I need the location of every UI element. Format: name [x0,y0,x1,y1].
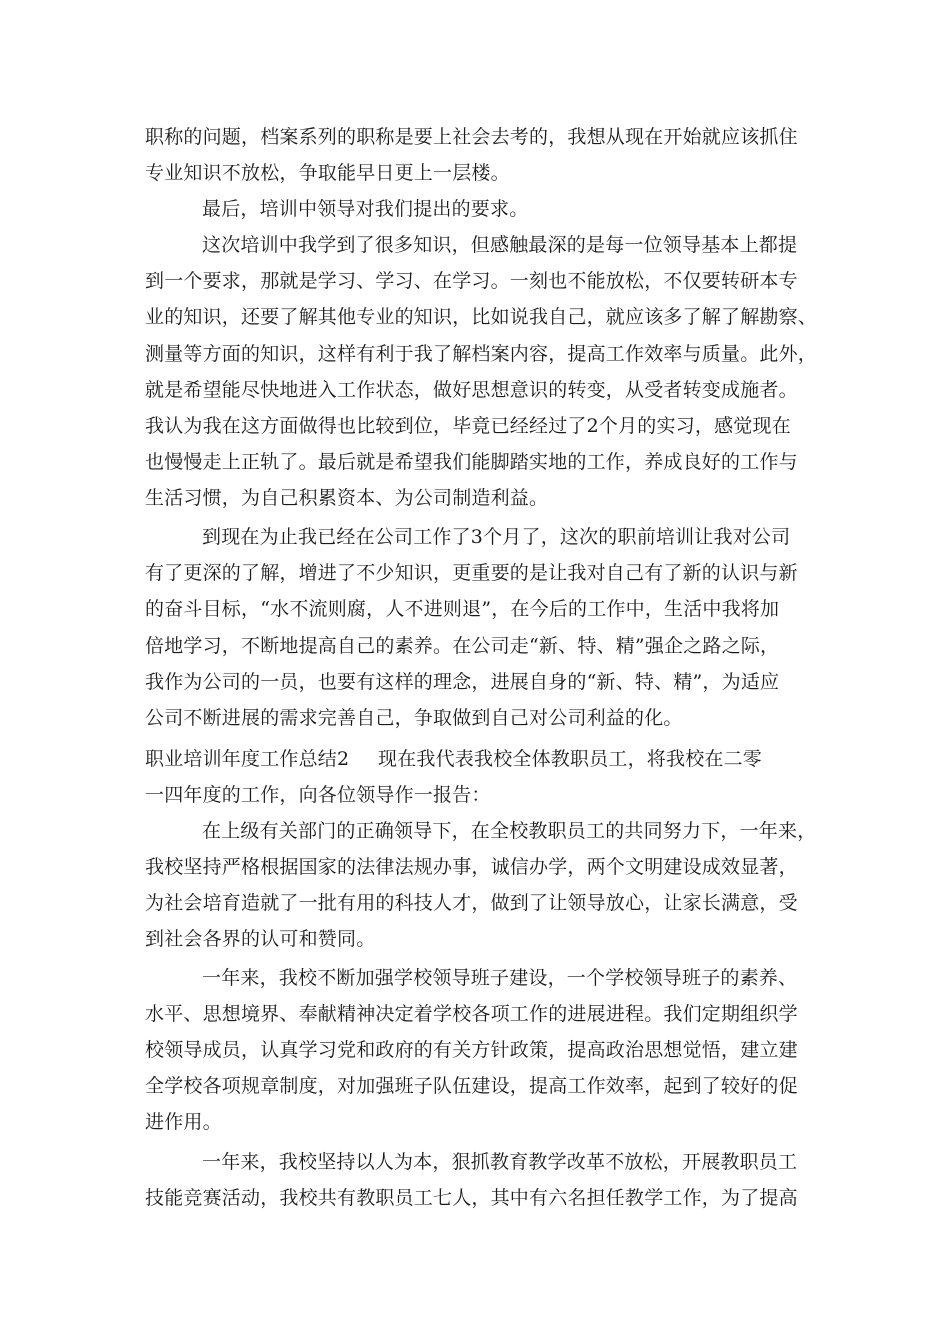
text-line: 测量等方面的知识，这样有利于我了解档案内容，提高工作效率与质量。此外， [145,343,818,365]
text-line: 一四年度的工作，向各位领导作一报告： [145,784,491,806]
text-line: 全学校各项规章制度，对加强班子队伍建设，提高工作效率，起到了较好的促 [145,1075,798,1097]
text-line: 一年来，我校不断加强学校领导班子建设，一个学校领导班子的素养、 [202,967,798,989]
text-line: 这次培训中我学到了很多知识，但感触最深的是每一位领导基本上都提 [202,234,798,256]
text-line: 倍地学习，不断地提高自己的素养。在公司走“新、特、精”强企之路之际， [145,635,780,657]
text-line: 到现在为止我已经在公司工作了3个月了，这次的职前培训让我对公司 [202,526,791,548]
text-line: 公司不断进展的需求完善自己，争取做到自己对公司利益的化。 [145,707,683,729]
text-line: 我作为公司的一员，也要有这样的理念，进展自身的“新、特、精”，为适应 [145,671,780,693]
text-line: 现在我代表我校全体教职员工，将我校在二零 [378,748,763,770]
section-heading-line [145,747,762,771]
text-line: 专业知识不放松，争取能早日更上一层楼。 [145,162,510,184]
text-line: 有了更深的了解，增进了不少知识，更重要的是让我对自己有了新的认识与新 [145,562,798,584]
text-line: 技能竞赛活动，我校共有教职员工七人，其中有六名担任教学工作，为了提高 [145,1187,798,1209]
text-line: 为社会培育造就了一批有用的科技人才，做到了让领导放心，让家长满意，受 [145,892,798,914]
text-line: 的奋斗目标，“水不流则腐，人不进则退”，在今后的工作中，生活中我将加 [145,598,780,620]
text-line: 校领导成员，认真学习党和政府的有关方针政策，提高政治思想觉悟，建立建 [145,1039,798,1061]
text-line: 我校坚持严格根据国家的法律法规办事，诚信办学，两个文明建设成效显著， [145,856,798,878]
text-line: 一年来，我校坚持以人为本，狠抓教育教学改革不放松，开展教职员工 [202,1151,798,1173]
text-line: 进作用。 [145,1111,222,1133]
text-line: 在上级有关部门的正确领导下，在全校教职员工的共同努力下，一年来， [202,820,817,842]
text-line: 最后，培训中领导对我们提出的要求。 [202,198,529,220]
text-line: 到一个要求，那就是学习、学习、在学习。一刻也不能放松，不仅要转研本专 [145,270,798,292]
text-line: 也慢慢走上正轨了。最后就是希望我们能脚踏实地的工作，养成良好的工作与 [145,451,798,473]
text-line: 水平、思想境界、奉献精神决定着学校各项工作的进展进程。我们定期组织学 [145,1003,798,1025]
text-line: 生活习惯，为自己积累资本、为公司制造利益。 [145,487,549,509]
section-title: 职业培训年度工作总结2 [145,748,350,770]
text-line: 我认为我在这方面做得也比较到位，毕竟已经经过了2个月的实习，感觉现在 [145,415,791,437]
text-line: 职称的问题，档案系列的职称是要上社会去考的，我想从现在开始就应该抓住 [145,126,798,148]
text-line: 到社会各界的认可和赞同。 [145,928,376,950]
text-line: 业的知识，还要了解其他专业的知识，比如说我自己，就应该多了解了解勘察、 [145,306,818,328]
text-line: 就是希望能尽快地进入工作状态，做好思想意识的转变，从受者转变成施者。 [145,379,798,401]
